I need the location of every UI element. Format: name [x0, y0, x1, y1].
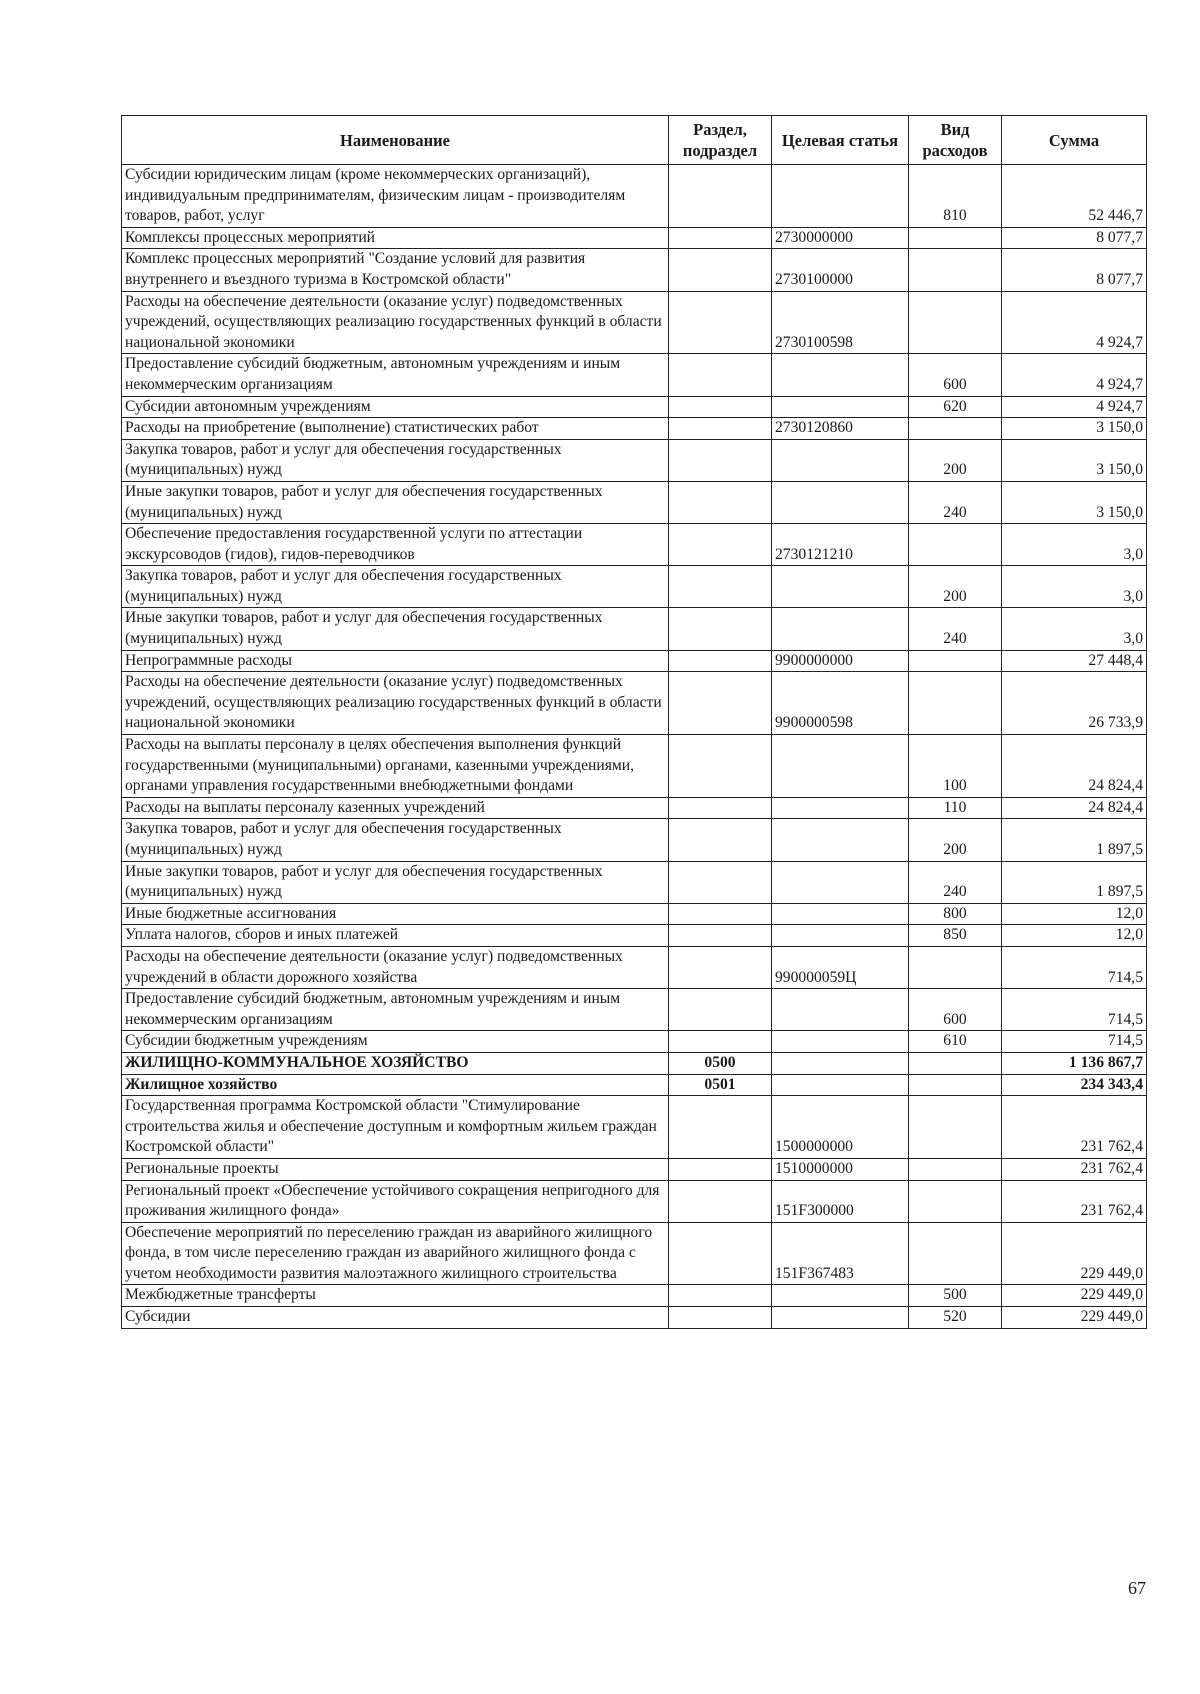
- cell-name: Расходы на приобретение (выполнение) статистических работ: [122, 418, 669, 440]
- cell-sum: 714,5: [1002, 946, 1147, 988]
- cell-name: Иные бюджетные ассигнования: [122, 903, 669, 925]
- cell-name: Иные закупки товаров, работ и услуг для обеспечения государственных (муниципальных) нужд: [122, 481, 669, 523]
- cell-sum: 3,0: [1002, 608, 1147, 650]
- table-row: [122, 650, 1147, 672]
- cell-target: [772, 566, 909, 608]
- cell-sum: 234 343,4: [1002, 1074, 1147, 1096]
- cell-section: [669, 354, 772, 396]
- cell-sum: 231 762,4: [1002, 1096, 1147, 1159]
- table-row: [122, 1180, 1147, 1222]
- table-row: [122, 354, 1147, 396]
- table-body: [122, 165, 1147, 1329]
- table-row: [122, 566, 1147, 608]
- table-row: [122, 903, 1147, 925]
- cell-expense: 200: [909, 566, 1002, 608]
- cell-expense: 600: [909, 354, 1002, 396]
- cell-sum: 231 762,4: [1002, 1180, 1147, 1222]
- cell-section: [669, 227, 772, 249]
- cell-target: [772, 354, 909, 396]
- cell-sum: 26 733,9: [1002, 672, 1147, 735]
- table-row: [122, 1307, 1147, 1329]
- header-expense: Вид расходов: [909, 116, 1002, 165]
- cell-name: Предоставление субсидий бюджетным, автономным учреждениям и иным некоммерческим организациям: [122, 989, 669, 1031]
- cell-sum: 1 897,5: [1002, 861, 1147, 903]
- cell-name: Обеспечение мероприятий по переселению граждан из аварийного жилищного фонда, в том числе переселению граждан из аварийного жилищного фонда с учетом необходимости развития малоэтажного жилищного строительства: [122, 1222, 669, 1285]
- cell-section: [669, 1180, 772, 1222]
- table-row: [122, 1285, 1147, 1307]
- cell-section: [669, 566, 772, 608]
- cell-expense: [909, 1158, 1002, 1180]
- header-target: Целевая статья: [772, 116, 909, 165]
- cell-name: Субсидии юридическим лицам (кроме некоммерческих организаций), индивидуальным предпринимателям, физическим лицам - производителям товаров, работ, услуг: [122, 165, 669, 228]
- table-row: [122, 418, 1147, 440]
- cell-expense: [909, 946, 1002, 988]
- cell-expense: 240: [909, 861, 1002, 903]
- cell-sum: 4 924,7: [1002, 396, 1147, 418]
- table-row: [122, 291, 1147, 354]
- cell-expense: 520: [909, 1307, 1002, 1329]
- header-sum: Сумма: [1002, 116, 1147, 165]
- budget-table: [121, 115, 1147, 1329]
- cell-section: [669, 439, 772, 481]
- cell-name: Субсидии бюджетным учреждениям: [122, 1031, 669, 1053]
- table-row: [122, 672, 1147, 735]
- cell-section: [669, 396, 772, 418]
- cell-expense: 610: [909, 1031, 1002, 1053]
- cell-target: 9900000598: [772, 672, 909, 735]
- cell-section: [669, 946, 772, 988]
- cell-name: Расходы на обеспечение деятельности (оказание услуг) подведомственных учреждений, осуществляющих реализацию государственных функций в области национальной экономики: [122, 672, 669, 735]
- cell-expense: [909, 1180, 1002, 1222]
- table-row: [122, 797, 1147, 819]
- table-row: [122, 925, 1147, 947]
- cell-name: Расходы на выплаты персоналу в целях обеспечения выполнения функций государственными (муниципальными) органами, казенными учреждениями, органами управления государственными внебюджетными фондами: [122, 735, 669, 798]
- cell-section: [669, 418, 772, 440]
- cell-target: 1510000000: [772, 1158, 909, 1180]
- table-row: [122, 165, 1147, 228]
- table-header-row: [122, 116, 1147, 165]
- cell-name: Расходы на выплаты персоналу казенных учреждений: [122, 797, 669, 819]
- cell-section: [669, 1031, 772, 1053]
- cell-section: [669, 1285, 772, 1307]
- cell-section: [669, 650, 772, 672]
- header-section: Раздел, подраздел: [669, 116, 772, 165]
- cell-target: [772, 165, 909, 228]
- cell-expense: 110: [909, 797, 1002, 819]
- cell-target: [772, 396, 909, 418]
- table-row: [122, 396, 1147, 418]
- cell-expense: 200: [909, 439, 1002, 481]
- cell-target: [772, 481, 909, 523]
- cell-target: [772, 819, 909, 861]
- cell-name: Межбюджетные трансферты: [122, 1285, 669, 1307]
- cell-sum: 8 077,7: [1002, 227, 1147, 249]
- cell-expense: [909, 524, 1002, 566]
- cell-target: [772, 1285, 909, 1307]
- cell-sum: 12,0: [1002, 903, 1147, 925]
- cell-expense: [909, 291, 1002, 354]
- cell-section: [669, 1307, 772, 1329]
- cell-target: 2730121210: [772, 524, 909, 566]
- cell-section: [669, 861, 772, 903]
- cell-section: [669, 1158, 772, 1180]
- cell-section: [669, 249, 772, 291]
- table-row: [122, 1222, 1147, 1285]
- cell-target: 151F300000: [772, 1180, 909, 1222]
- cell-sum: 4 924,7: [1002, 354, 1147, 396]
- cell-section: [669, 1222, 772, 1285]
- cell-name: Закупка товаров, работ и услуг для обеспечения государственных (муниципальных) нужд: [122, 819, 669, 861]
- cell-section: [669, 797, 772, 819]
- cell-expense: [909, 1052, 1002, 1074]
- cell-name: Комплекс процессных мероприятий "Создание условий для развития внутреннего и въездного туризма в Костромской области": [122, 249, 669, 291]
- cell-expense: 240: [909, 481, 1002, 523]
- cell-target: [772, 861, 909, 903]
- cell-target: 2730120860: [772, 418, 909, 440]
- cell-sum: 714,5: [1002, 1031, 1147, 1053]
- cell-target: 9900000000: [772, 650, 909, 672]
- cell-target: [772, 735, 909, 798]
- cell-name: Уплата налогов, сборов и иных платежей: [122, 925, 669, 947]
- cell-name: Региональные проекты: [122, 1158, 669, 1180]
- cell-target: [772, 797, 909, 819]
- cell-sum: 27 448,4: [1002, 650, 1147, 672]
- cell-target: 151F367483: [772, 1222, 909, 1285]
- cell-name: Закупка товаров, работ и услуг для обеспечения государственных (муниципальных) нужд: [122, 566, 669, 608]
- cell-name: Предоставление субсидий бюджетным, автономным учреждениям и иным некоммерческим организациям: [122, 354, 669, 396]
- cell-target: [772, 925, 909, 947]
- table-row: [122, 481, 1147, 523]
- cell-section: [669, 481, 772, 523]
- cell-name: ЖИЛИЩНО-КОММУНАЛЬНОЕ ХОЗЯЙСТВО: [122, 1052, 669, 1074]
- cell-expense: 850: [909, 925, 1002, 947]
- cell-expense: 800: [909, 903, 1002, 925]
- cell-section: [669, 903, 772, 925]
- cell-target: 2730100598: [772, 291, 909, 354]
- cell-name: Закупка товаров, работ и услуг для обеспечения государственных (муниципальных) нужд: [122, 439, 669, 481]
- table-row: [122, 1031, 1147, 1053]
- cell-expense: [909, 1074, 1002, 1096]
- cell-sum: 3 150,0: [1002, 418, 1147, 440]
- cell-expense: 240: [909, 608, 1002, 650]
- cell-section: [669, 291, 772, 354]
- cell-sum: 3,0: [1002, 524, 1147, 566]
- table-row: [122, 227, 1147, 249]
- cell-name: Иные закупки товаров, работ и услуг для обеспечения государственных (муниципальных) нужд: [122, 861, 669, 903]
- cell-target: [772, 439, 909, 481]
- cell-section: [669, 608, 772, 650]
- table-row: [122, 608, 1147, 650]
- cell-target: [772, 1031, 909, 1053]
- cell-sum: 24 824,4: [1002, 797, 1147, 819]
- cell-expense: [909, 650, 1002, 672]
- cell-sum: 714,5: [1002, 989, 1147, 1031]
- cell-target: 990000059Ц: [772, 946, 909, 988]
- table-row: [122, 439, 1147, 481]
- table-row: [122, 1074, 1147, 1096]
- cell-name: Расходы на обеспечение деятельности (оказание услуг) подведомственных учреждений в области дорожного хозяйства: [122, 946, 669, 988]
- cell-target: 2730000000: [772, 227, 909, 249]
- table-row: [122, 861, 1147, 903]
- page-number: 67: [1128, 1578, 1146, 1598]
- cell-sum: 8 077,7: [1002, 249, 1147, 291]
- cell-name: Государственная программа Костромской области "Стимулирование строительства жилья и обеспечение доступным и комфортным жильем граждан Костромской области": [122, 1096, 669, 1159]
- cell-expense: [909, 418, 1002, 440]
- table-row: [122, 1052, 1147, 1074]
- cell-sum: 3 150,0: [1002, 439, 1147, 481]
- cell-target: [772, 989, 909, 1031]
- cell-expense: 620: [909, 396, 1002, 418]
- cell-name: Региональный проект «Обеспечение устойчивого сокращения непригодного для проживания жилищного фонда»: [122, 1180, 669, 1222]
- cell-sum: 24 824,4: [1002, 735, 1147, 798]
- cell-expense: 200: [909, 819, 1002, 861]
- cell-section: [669, 524, 772, 566]
- cell-sum: 1 136 867,7: [1002, 1052, 1147, 1074]
- cell-name: Жилищное хозяйство: [122, 1074, 669, 1096]
- table-row: [122, 989, 1147, 1031]
- cell-expense: [909, 1222, 1002, 1285]
- cell-expense: 100: [909, 735, 1002, 798]
- cell-sum: 229 449,0: [1002, 1222, 1147, 1285]
- cell-target: [772, 608, 909, 650]
- cell-sum: 1 897,5: [1002, 819, 1147, 861]
- cell-name: Расходы на обеспечение деятельности (оказание услуг) подведомственных учреждений, осуществляющих реализацию государственных функций в области национальной экономики: [122, 291, 669, 354]
- cell-section: [669, 989, 772, 1031]
- cell-name: Непрограммные расходы: [122, 650, 669, 672]
- cell-section: [669, 735, 772, 798]
- cell-sum: 3,0: [1002, 566, 1147, 608]
- table-row: [122, 819, 1147, 861]
- cell-section: [669, 165, 772, 228]
- cell-name: Субсидии автономным учреждениям: [122, 396, 669, 418]
- cell-sum: 52 446,7: [1002, 165, 1147, 228]
- cell-name: Обеспечение предоставления государственной услуги по аттестации экскурсоводов (гидов), гидов-переводчиков: [122, 524, 669, 566]
- cell-expense: [909, 249, 1002, 291]
- cell-target: 1500000000: [772, 1096, 909, 1159]
- cell-expense: [909, 227, 1002, 249]
- cell-sum: 229 449,0: [1002, 1307, 1147, 1329]
- cell-target: [772, 903, 909, 925]
- cell-name: Субсидии: [122, 1307, 669, 1329]
- cell-section: [669, 672, 772, 735]
- cell-section: [669, 819, 772, 861]
- cell-expense: 500: [909, 1285, 1002, 1307]
- cell-expense: 810: [909, 165, 1002, 228]
- cell-section: [669, 1096, 772, 1159]
- cell-expense: [909, 672, 1002, 735]
- cell-section: 0501: [669, 1074, 772, 1096]
- cell-section: 0500: [669, 1052, 772, 1074]
- cell-sum: 3 150,0: [1002, 481, 1147, 523]
- table-row: [122, 1096, 1147, 1159]
- cell-target: [772, 1052, 909, 1074]
- table-row: [122, 946, 1147, 988]
- cell-target: [772, 1307, 909, 1329]
- cell-sum: 231 762,4: [1002, 1158, 1147, 1180]
- table-row: [122, 249, 1147, 291]
- cell-expense: 600: [909, 989, 1002, 1031]
- cell-sum: 12,0: [1002, 925, 1147, 947]
- table-row: [122, 735, 1147, 798]
- cell-name: Комплексы процессных мероприятий: [122, 227, 669, 249]
- cell-target: 2730100000: [772, 249, 909, 291]
- table-row: [122, 1158, 1147, 1180]
- cell-expense: [909, 1096, 1002, 1159]
- header-name: Наименование: [122, 116, 669, 165]
- cell-name: Иные закупки товаров, работ и услуг для обеспечения государственных (муниципальных) нужд: [122, 608, 669, 650]
- cell-target: [772, 1074, 909, 1096]
- cell-section: [669, 925, 772, 947]
- cell-sum: 4 924,7: [1002, 291, 1147, 354]
- cell-sum: 229 449,0: [1002, 1285, 1147, 1307]
- table-row: [122, 524, 1147, 566]
